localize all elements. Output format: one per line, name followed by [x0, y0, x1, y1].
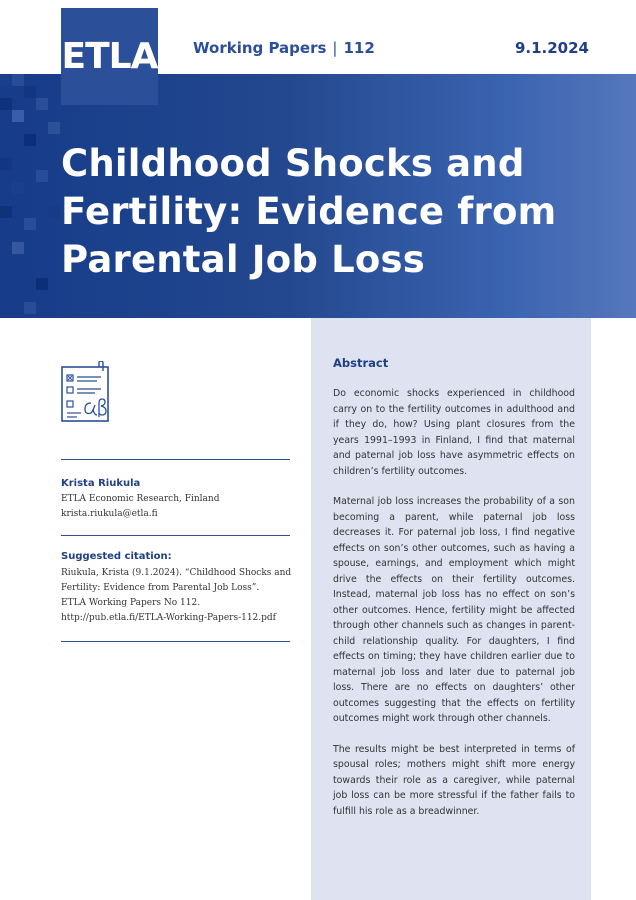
series-number: 112	[343, 39, 375, 57]
author-email[interactable]: krista.riukula@etla.fi	[61, 509, 158, 519]
divider	[61, 641, 290, 642]
author-name: Krista Riukula	[61, 478, 141, 489]
series-name: Working Papers	[193, 39, 327, 57]
etla-logo: ETLA	[61, 8, 158, 105]
abstract-body	[333, 386, 575, 834]
abstract-paragraph: Do economic shocks experienced in childhood carry on to the fertility outcomes in adulthood and if they do, how? Using plant closures from the years 1991–1993 in Finland, I find that maternal and paternal job loss have asymmetric effects on children’s fertility outcomes.	[333, 388, 575, 477]
abstract-paragraph: The results might be best interpreted in terms of spousal roles; mothers might shift more energy towards their role as a caregiver, while paternal job loss can be more stressful if the father fails to fulfill his role as a breadwinner.	[333, 743, 575, 817]
series-label	[193, 39, 375, 57]
abstract-heading: Abstract	[333, 356, 389, 370]
divider	[61, 535, 290, 536]
citation-text	[61, 566, 296, 626]
publication-date: 9.1.2024	[514, 39, 589, 57]
citation-url[interactable]: http://pub.etla.fi/ETLA-Working-Papers-112.pdf	[61, 613, 276, 623]
paper-title	[61, 140, 557, 284]
citation-line: Riukula, Krista (9.1.2024). “Childhood Shocks and	[61, 568, 292, 578]
divider	[61, 459, 290, 460]
title-line: Parental Job Loss	[61, 238, 425, 281]
title-line: Fertility: Evidence from	[61, 190, 557, 233]
abstract-paragraph: Maternal job loss increases the probability of a son becoming a parent, while paternal job loss decreases it. For paternal job loss, I find negative effects on son’s other outcomes, such as having a spouse, earnings, and employment which might drive the effects on their fertility outcomes. Instead, maternal job loss has no effect on son’s other outcomes. Hence, fertility might be affected through other channels such as changes in parent-child relationship quality. For daughters, I find effects on timing; they have children earlier due to maternal job loss and later due to paternal job loss. There are no effects on daughters’ other outcomes suggesting that the effects on fertility outcomes might work through other channels.	[333, 496, 575, 724]
title-line: Childhood Shocks and	[61, 142, 525, 185]
document-alpha-beta-icon	[59, 361, 111, 425]
citation-line: ETLA Working Papers No 112.	[61, 598, 201, 608]
series-separator: |	[332, 39, 338, 57]
author-details	[61, 492, 296, 522]
citation-line: Fertility: Evidence from Parental Job Loss”.	[61, 583, 260, 593]
author-affiliation: ETLA Economic Research, Finland	[61, 494, 220, 504]
citation-heading: Suggested citation:	[61, 551, 172, 562]
